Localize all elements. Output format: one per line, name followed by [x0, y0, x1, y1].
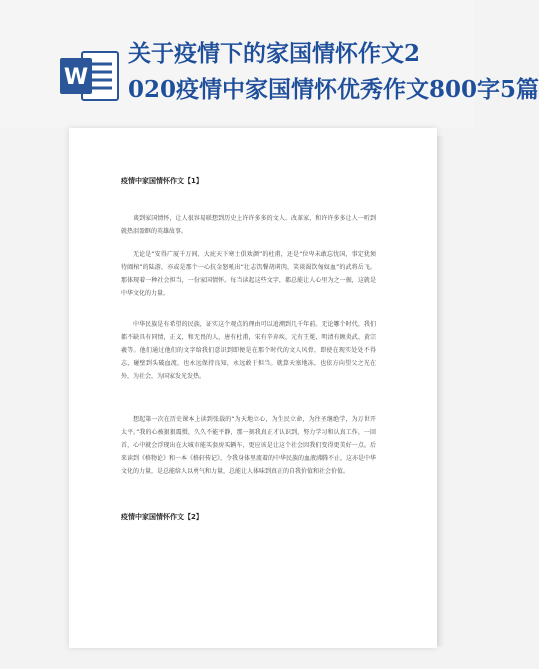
- word-document-icon: [60, 50, 120, 102]
- section-1-title: 疫情中家国情怀作文【1】: [121, 177, 203, 185]
- header-banner: [0, 0, 539, 128]
- page-title: [128, 36, 539, 108]
- title-line-1: 关于疫情下的家国情怀作文2: [128, 40, 421, 67]
- paragraph-2: 无论是“安得广厦千万间，大庇天下寒士俱欢颜”的杜甫，还是“位卑未敢忘忧国，事定犹须待阖棺”的陆游，亦或是那个一心抗金怒吼出“壮志饥餐胡虏肉，笑谈渴饮匈奴血”的武将岳飞。那体现着一种社会担当，一份家国情怀。每当读起这些文字，都总能让人心里为之一振，这就是中华文化的力量。: [121, 251, 376, 297]
- document-page: [69, 128, 437, 648]
- title-line-2: 020疫情中家国情怀优秀作文800字5篇: [128, 76, 539, 103]
- section-2-title: 疫情中家国情怀作文【2】: [121, 513, 203, 521]
- word-icon-letter: W: [63, 65, 89, 90]
- paragraph-1: 谈到家国情怀，让人很容易联想到历史上许许多多的文人、改革家，和许许多多让人一听到就热泪盈眶的英雄故事。: [121, 215, 376, 235]
- paragraph-3: 中华民族是有希望的民族，证实这个观点的理由可以追溯到几千年前。无论哪个时代，我们都不缺具有同情，正义，和无畏的人，唐有杜甫，宋有辛弃疾，元有王冕，明清有顾炎武、黄宗羲等。他们通过他们的文字给我们意识到即便是在那个时代的文人风骨，即使在现实处处不得志，碰壁到头破血流，也永远保持良知，永远敢于担当。就算天塞地冻，也依方向望父之光在外，为社会，为国家发光发热。: [121, 321, 376, 380]
- paragraph-4: 想起第一次在历史课本上读到张载的“为天地立心，为生民立命，为往圣继绝学，为万世开太平。”我的心被狠狠震慑，久久不能平静，那一刻我真正才认识到，努力学习和认真工作，一回首，心中就会浮现出在大城市能买套房买辆车，更应该是让这个社会因我们变得更美好一点。后来读到《格物论》和一本《格轩传记》，令我身体里流着的中华民族的血液沸腾不止，这亦是中华文化的力量，是总能给人以勇气和力量，总能让人体味到真正的自我价值和社会价值。: [121, 416, 377, 475]
